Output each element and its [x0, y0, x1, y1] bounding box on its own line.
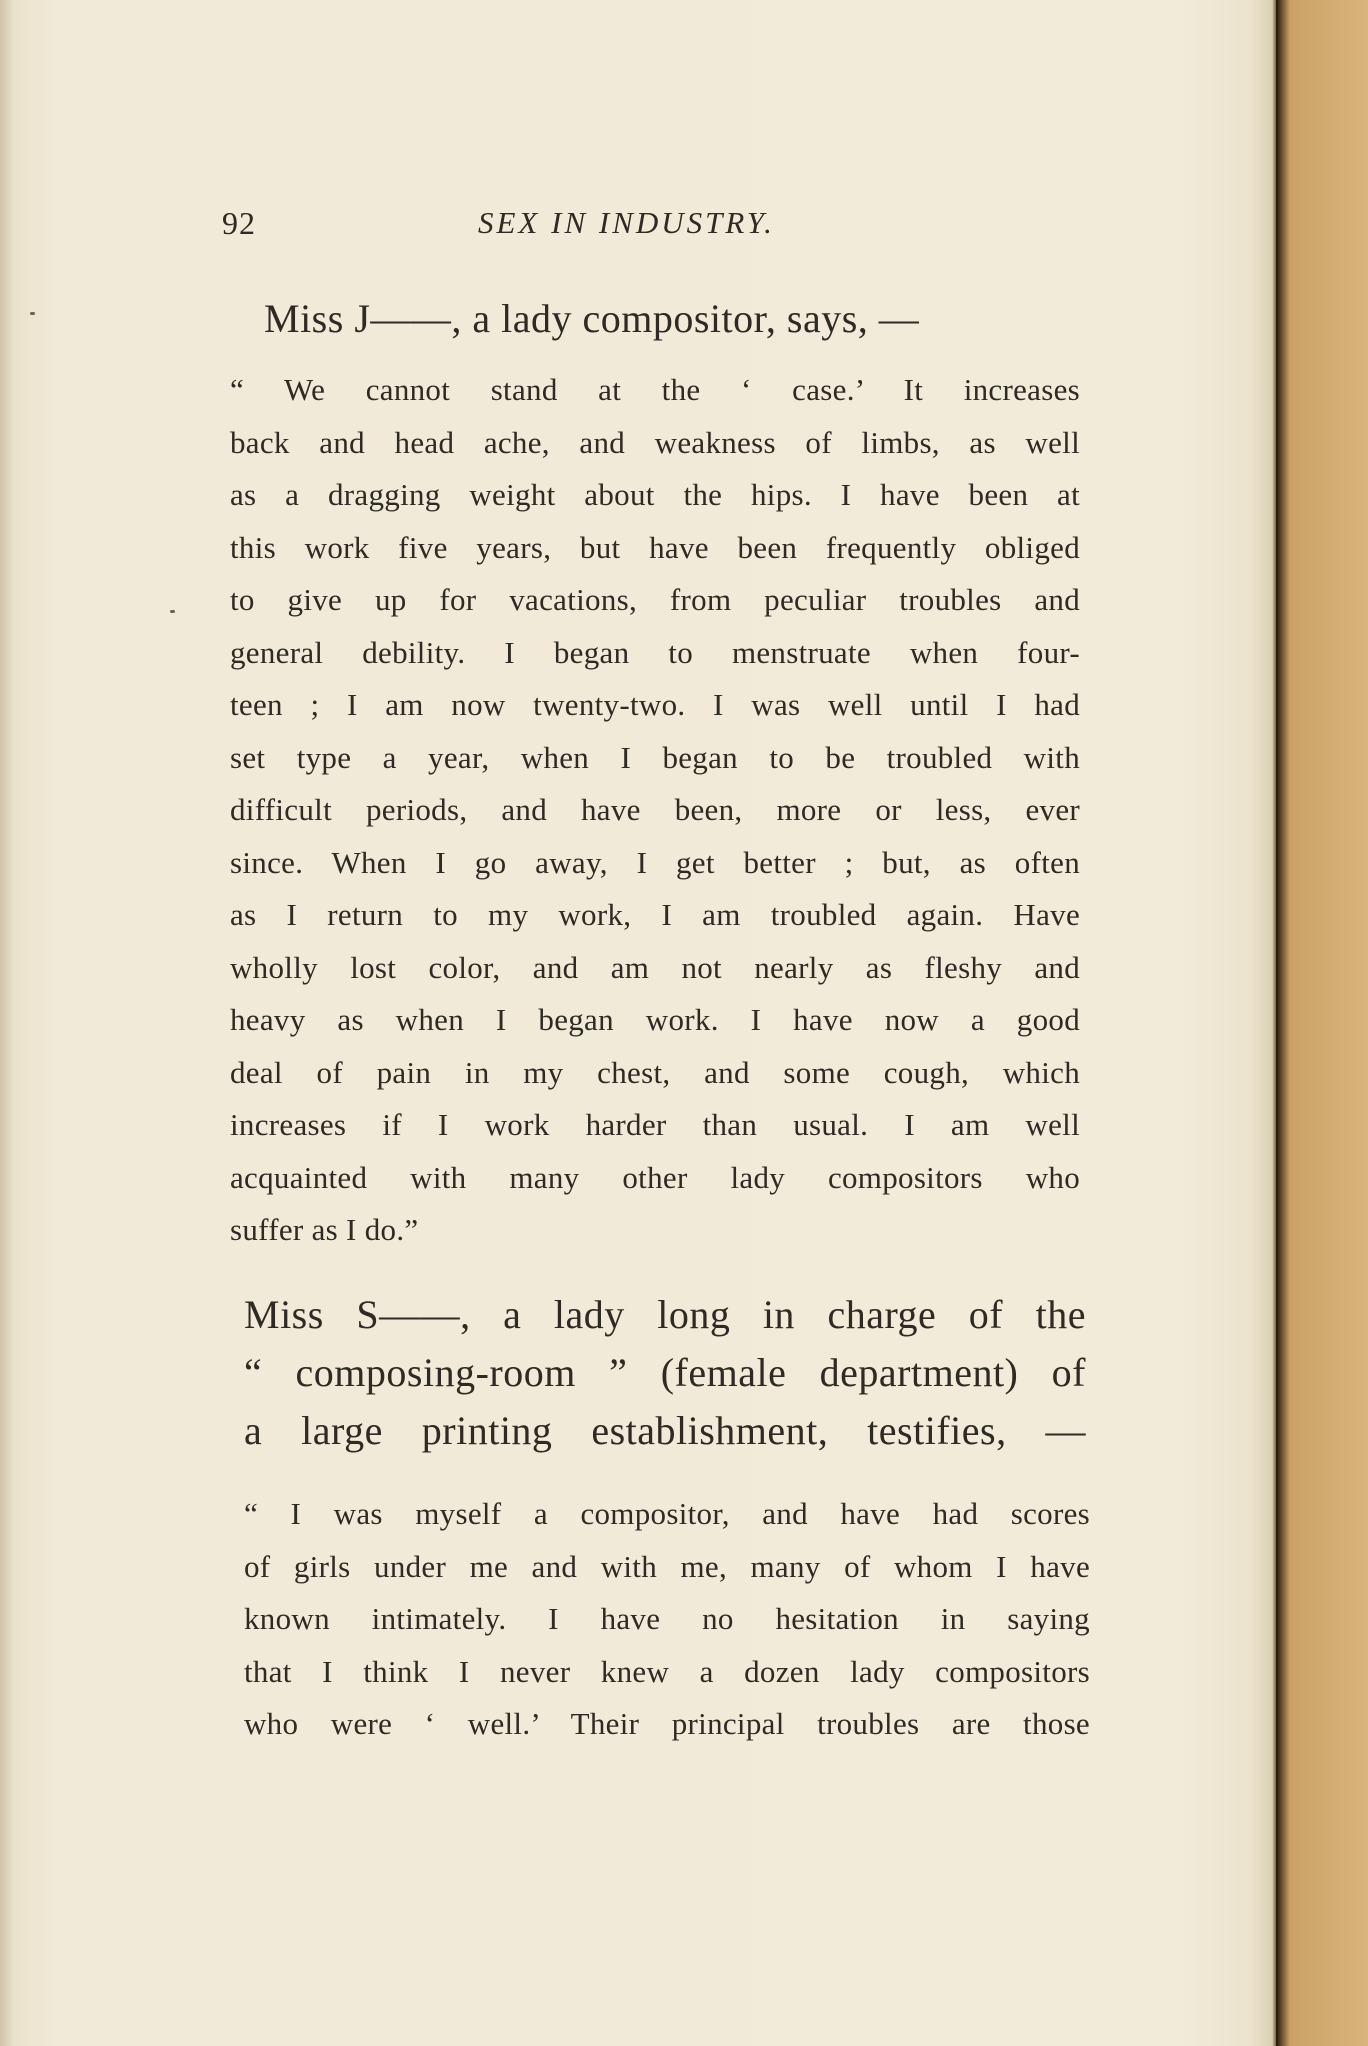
text-line: difficult periods, and have been, more or less, ever	[230, 792, 1080, 827]
text-line: since. When I go away, I get better ; but, as often	[230, 844, 1080, 880]
text-line: this work five years, but have been frequently obliged	[230, 529, 1080, 565]
testimony-s-intro	[244, 1286, 1086, 1460]
text-line: suffer as I do.”	[230, 1212, 419, 1247]
page-right-edge	[1276, 0, 1278, 2046]
text-line: as a dragging weight about the hips. I have been at	[230, 477, 1080, 512]
page-left-edge	[0, 0, 14, 2046]
text-line: set type a year, when I began to be troubled with	[230, 739, 1080, 775]
text-line: of girls under me and with me, many of whom I have	[244, 1548, 1090, 1584]
speck-mark	[30, 312, 35, 315]
text-line: who were ‘ well.’ Their principal troubles are those	[244, 1706, 1090, 1741]
text-line: heavy as when I began work. I have now a good	[230, 1002, 1080, 1037]
text-line: a large printing establishment, testifies, —	[244, 1408, 1086, 1453]
text-line: deal of pain in my chest, and some cough, which	[230, 1054, 1080, 1090]
text-line: Miss S——, a lady long in charge of the	[244, 1292, 1086, 1337]
text-line: “ We cannot stand at the ‘ case.’ It increases	[230, 372, 1080, 407]
speck-mark	[170, 610, 175, 613]
text-line: increases if I work harder than usual. I am well	[230, 1107, 1080, 1142]
running-head	[222, 205, 1122, 245]
text-line: acquainted with many other lady compositors who	[230, 1159, 1080, 1195]
text-line: “ composing-room ” (female department) of	[244, 1350, 1086, 1395]
testimony-j-intro	[264, 290, 1016, 348]
text-line: wholly lost color, and am not nearly as fleshy and	[230, 949, 1080, 985]
text-line: known intimately. I have no hesitation in saying	[244, 1601, 1090, 1636]
text-line: as I return to my work, I am troubled again. Have	[230, 897, 1080, 932]
testimony-j-quote	[230, 364, 1080, 1257]
text-line: teen ; I am now twenty-two. I was well until I had	[230, 687, 1080, 722]
text-line: that I think I never knew a dozen lady compositors	[244, 1653, 1090, 1689]
text-line: back and head ache, and weakness of limbs, as well	[230, 424, 1080, 460]
page-number: 92	[222, 205, 256, 241]
testimony-s-quote	[244, 1488, 1090, 1751]
page-gilt-edge	[1284, 0, 1285, 2046]
text-line: to give up for vacations, from peculiar troubles and	[230, 582, 1080, 617]
text-line: general debility. I began to menstruate when four-	[230, 634, 1080, 670]
intro-line: Miss J——, a lady compositor, says, —	[264, 296, 920, 341]
running-title: SEX IN INDUSTRY.	[478, 205, 775, 240]
text-line: “ I was myself a compositor, and have had scores	[244, 1496, 1090, 1531]
